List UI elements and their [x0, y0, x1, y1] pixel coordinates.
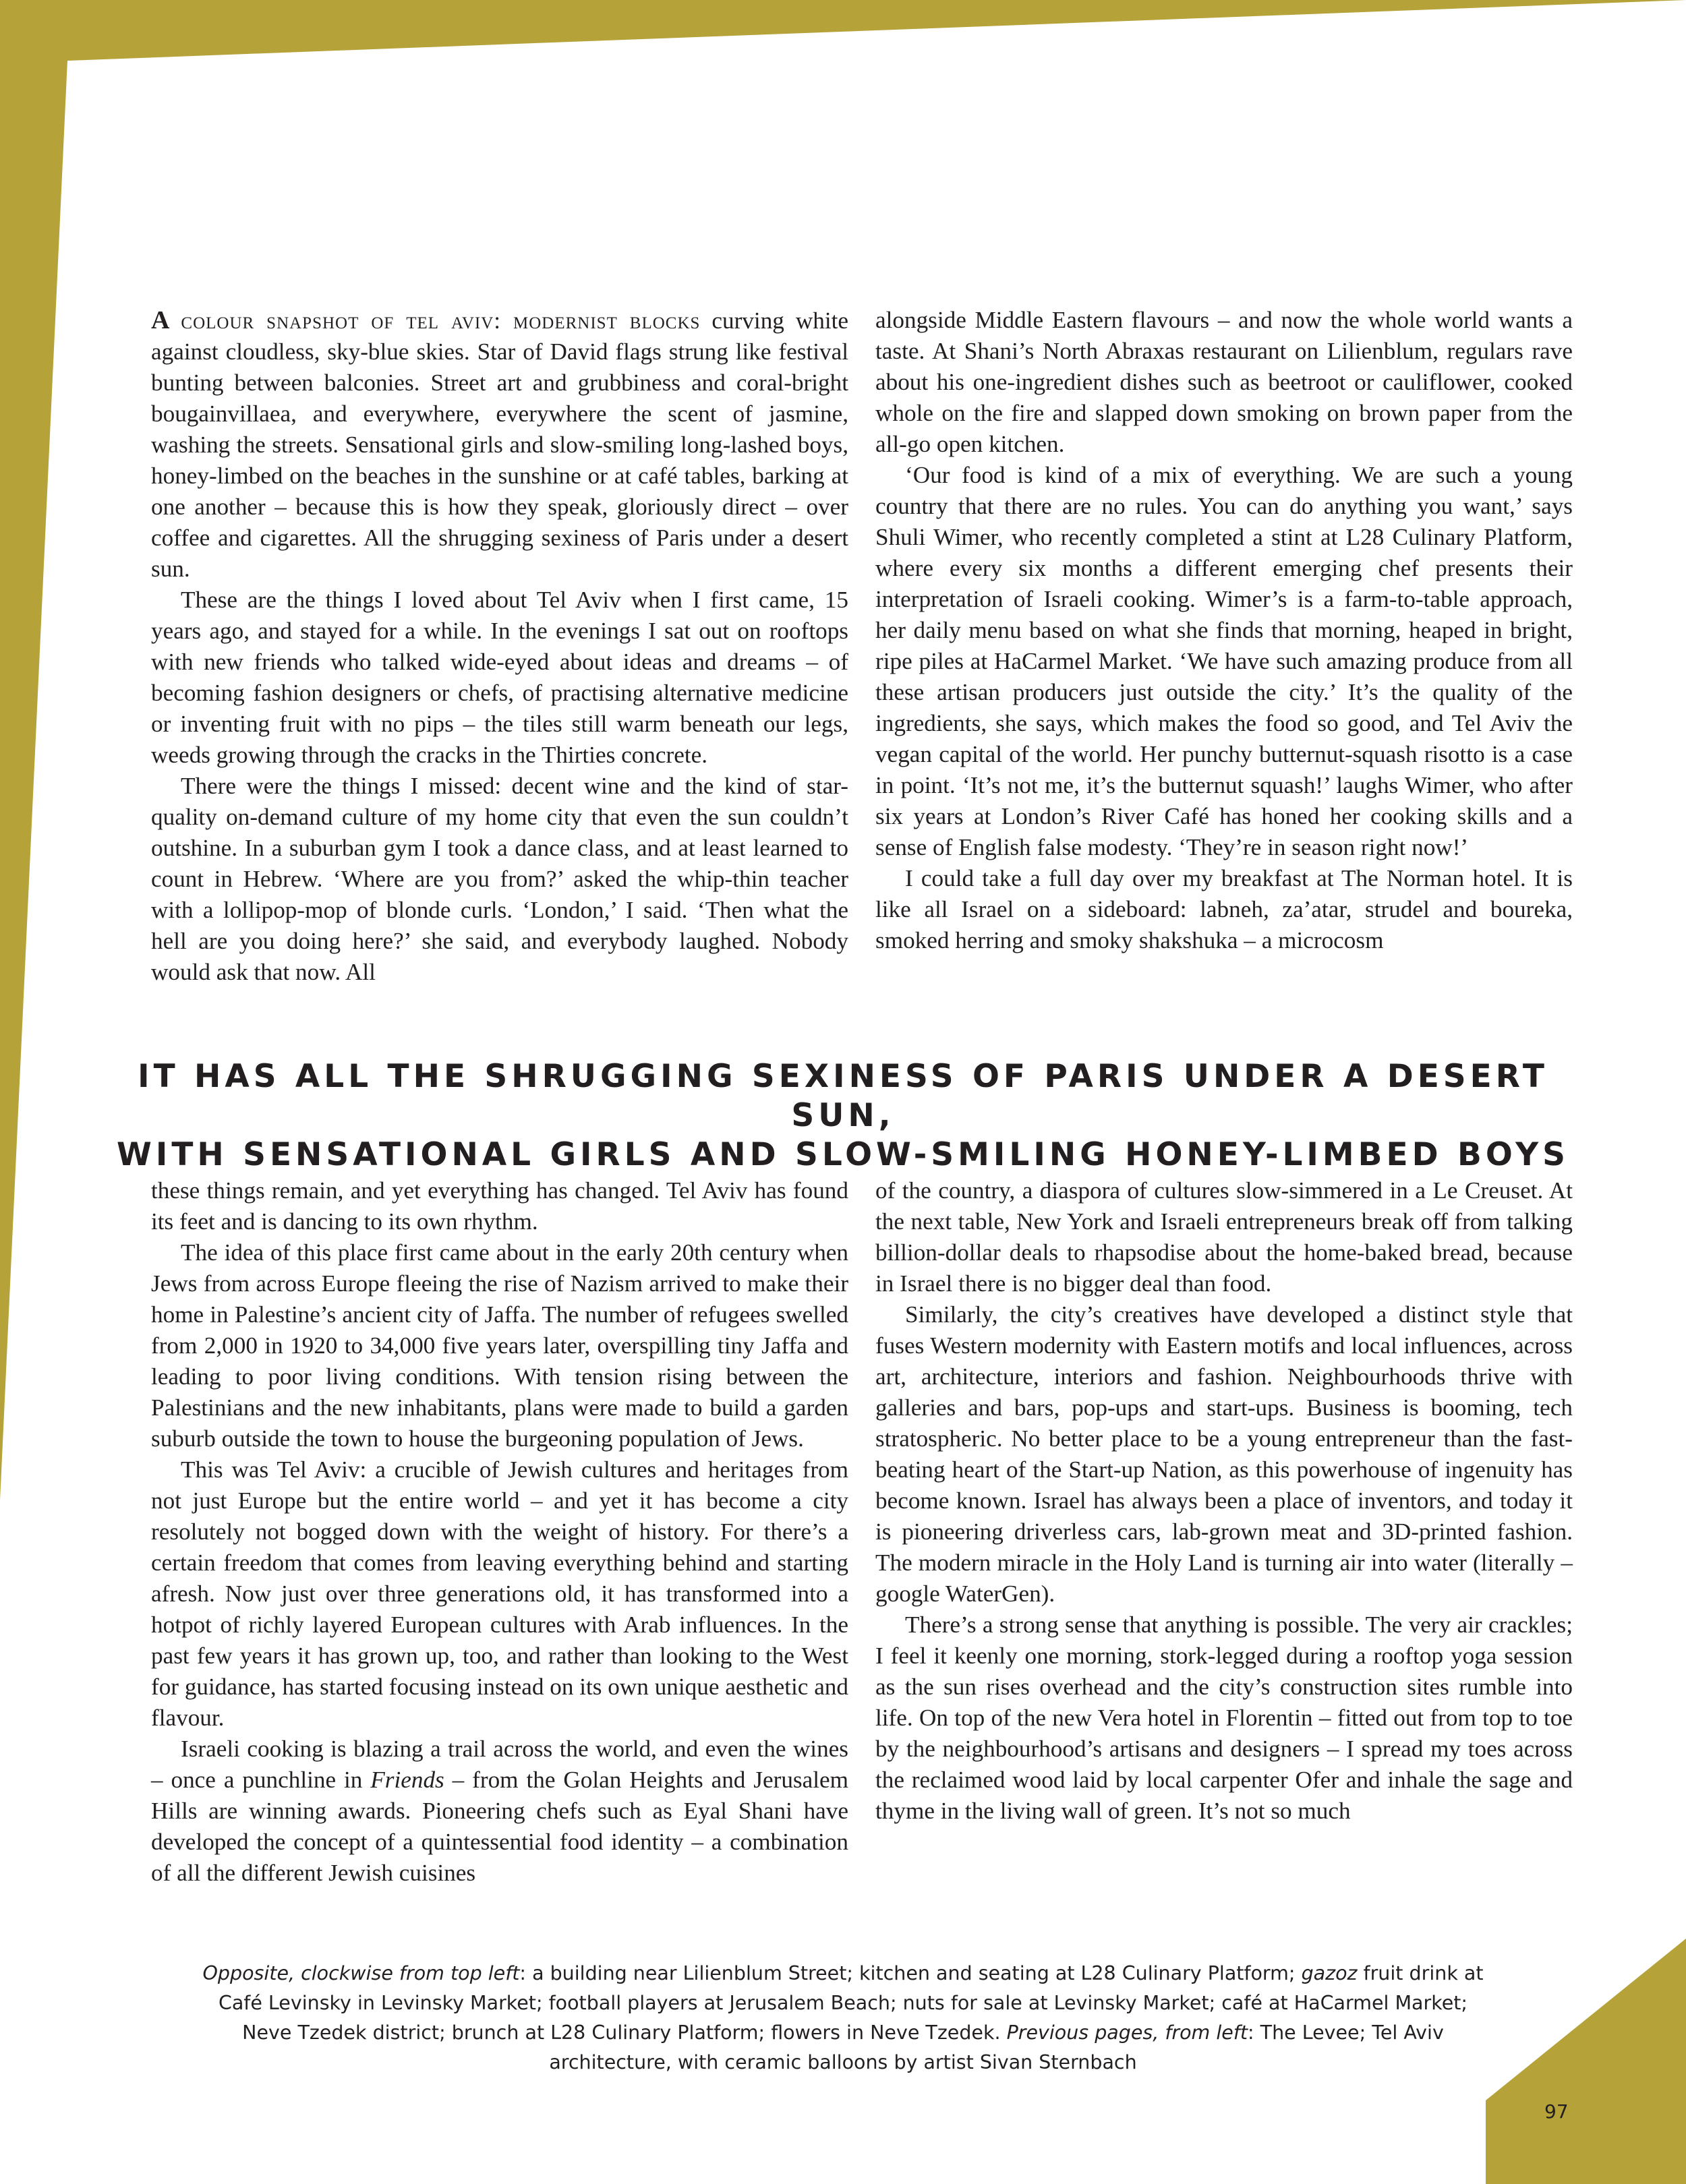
- paragraph: There’s a strong sense that anything is possible. The very air crackles; I feel it keenly one morning, stork-legged during a rooftop yoga session as the sun rises overhead and the city’s construction sites rumble into life. On top of the new Vera hotel in Florentin – fitted out from top to toe by the neighbourhood’s artisans and designers – I spread my toes across the reclaimed wood laid by local carpenter Ofer and inhale the sage and thyme in the living wall of green. It’s not so much: [875, 1612, 1573, 1824]
- lead-capital: A: [151, 306, 170, 334]
- paragraph-text: Israeli cooking is blazing a trail across the world, and even the wines – once a punchline in: [151, 1736, 848, 1793]
- caption-text: : The Levee; Tel Aviv architecture, with ceramic balloons by artist Sivan Sternbach: [549, 2021, 1444, 2073]
- lead-small-caps: colour snapshot of tel aviv: modernist blocks: [181, 307, 701, 334]
- paragraph: The idea of this place first came about in the early 20th century when Jews from across Europe fleeing the rise of Nazism arrived to make their home in Palestine’s ancient city of Jaffa. The number of refugees swelled from 2,000 in 1920 to 34,000 five years later, overspilling tiny Jaffa and leading to poor living conditions. With tension rising between the Palestinians and the new inhabitants, plans were made to build a garden suburb outside the town to house the burgeoning population of Jews.: [151, 1239, 848, 1452]
- paragraph: alongside Middle Eastern flavours – and now the whole world wants a taste. At Shani’s North Abraxas restaurant on Lilienblum, regulars rave about his one-ingredient dishes such as beetroot or cauliflower, cooked whole on the fire and slapped down smoking on brown paper from the all-go open kitchen.: [875, 307, 1573, 457]
- caption-italic: Previous pages, from left: [1006, 2021, 1248, 2044]
- caption-italic: gazoz: [1301, 1962, 1358, 1984]
- caption-italic: Opposite, clockwise from top left: [202, 1962, 520, 1984]
- photo-caption: [202, 1959, 1484, 2077]
- pull-quote: [115, 1057, 1571, 1175]
- caption-text: fruit drink at Café Levinsky in Levinsky Market; football players at Jerusalem Beach; nuts for sale at Levinsky Market; café at HaCarmel Market; Neve Tzedek district; brunch at L28 Culinary Platform; flowers in Neve Tzedek.: [218, 1962, 1484, 2044]
- article-column-3: [151, 1175, 848, 1889]
- paragraph: This was Tel Aviv: a crucible of Jewish cultures and heritages from not just Europe but the entire world – and yet it has become a city resolutely not bogged down with the weight of history. For there’s a certain freedom that comes from leaving everything behind and starting afresh. Now just over three generations old, it has transformed into a hotpot of richly layered European cultures with Arab influences. In the past few years it has grown up, too, and rather than looking to the West for guidance, has started focusing instead on its own unique aesthetic and flavour.: [151, 1456, 848, 1731]
- article-column-4: [875, 1175, 1573, 1827]
- article-column-2: [875, 305, 1573, 956]
- article-column-1: [151, 305, 848, 988]
- pull-quote-line: WITH SENSATIONAL GIRLS AND SLOW-SMILING HONEY-LIMBED BOYS: [117, 1136, 1569, 1173]
- italic-title: Friends: [370, 1767, 444, 1793]
- caption-text: : a building near Lilienblum Street; kitchen and seating at L28 Culinary Platform;: [519, 1962, 1302, 1984]
- paragraph: ‘Our food is kind of a mix of everything. We are such a young country that there are no rules. You can do anything you want,’ says Shuli Wimer, who recently completed a stint at L28 Culinary Platform, where every six months a different emerging chef presents their interpretation of Israeli cooking. Wimer’s is a farm-to-table approach, her daily menu based on what she finds that morning, heaped in bright, ripe piles at HaCarmel Market. ‘We have such amazing produce from all these artisan producers just outside the city.’ It’s the quality of the ingredients, she says, which makes the food so good, and Tel Aviv the vegan capital of the world. Her punchy butternut-squash risotto is a case in point. ‘It’s not me, it’s the butternut squash!’ laughs Wimer, who after six years at London’s River Café has honed her cooking skills and a sense of English false modesty. ‘They’re in season right now!’: [875, 462, 1573, 860]
- paragraph-text: – from the Golan Heights and Jerusalem Hills are winning awards. Pioneering chefs such as Eyal Shani have developed the concept of a quintessential food identity – a combination of all the different Jewish cuisines: [151, 1767, 848, 1886]
- page-number: 97: [1544, 2100, 1569, 2123]
- paragraph: [151, 305, 848, 585]
- paragraph: These are the things I loved about Tel Aviv when I first came, 15 years ago, and stayed for a while. In the evenings I sat out on rooftops with new friends who talked wide-eyed about ideas and dreams – of becoming fashion designers or chefs, of practising alternative medicine or inventing fruit with no pips – the tiles still warm beneath our legs, weeds growing through the cracks in the Thirties concrete.: [151, 587, 848, 768]
- paragraph: [151, 1734, 848, 1889]
- paragraph: I could take a full day over my breakfast at The Norman hotel. It is like all Israel on a sideboard: labneh, za’atar, strudel and boureka, smoked herring and smoky shakshuka – a microcosm: [875, 865, 1573, 953]
- paragraph: There were the things I missed: decent wine and the kind of star-quality on-demand culture of my home city that even the sun couldn’t outshine. In a suburban gym I took a dance class, and at least learned to count in Hebrew. ‘Where are you from?’ asked the whip-thin teacher with a lollipop-mop of blonde curls. ‘London,’ I said. ‘Then what the hell are you doing here?’ she said, and everybody laughed. Nobody would ask that now. All: [151, 773, 848, 985]
- paragraph: of the country, a diaspora of cultures slow-simmered in a Le Creuset. At the next table, New York and Israeli entrepreneurs break off from talking billion-dollar deals to rhapsodise about the home-baked bread, because in Israel there is no bigger deal than food.: [875, 1177, 1573, 1297]
- paragraph-text: curving white against cloudless, sky-blue skies. Star of David flags strung like festival bunting between balconies. Street art and grubbiness and coral-bright bougainvillaea, and everywhere, everywhere the scent of jasmine, washing the streets. Sensational girls and slow-smiling long-lashed boys, honey-limbed on the beaches in the sunshine or at café tables, barking at one another – because this is how they speak, gloriously direct – over coffee and cigarettes. All the shrugging sexiness of Paris under a desert sun.: [151, 307, 849, 582]
- pull-quote-line: IT HAS ALL THE SHRUGGING SEXINESS OF PARIS UNDER A DESERT SUN,: [138, 1058, 1548, 1134]
- paragraph: these things remain, and yet everything has changed. Tel Aviv has found its feet and is dancing to its own rhythm.: [151, 1177, 848, 1235]
- paragraph: Similarly, the city’s creatives have developed a distinct style that fuses Western modernity with Eastern motifs and local influences, across art, architecture, interiors and fashion. Neighbourhoods thrive with galleries and bars, pop-ups and start-ups. Business is booming, tech stratospheric. No better place to be a young entrepreneur than the fast-beating heart of the Start-up Nation, as this powerhouse of ingenuity has become known. Israel has always been a place of inventors, and today it is pioneering driverless cars, lab-grown meat and 3D-printed fashion. The modern miracle in the Holy Land is turning air into water (literally – google WaterGen).: [875, 1301, 1573, 1607]
